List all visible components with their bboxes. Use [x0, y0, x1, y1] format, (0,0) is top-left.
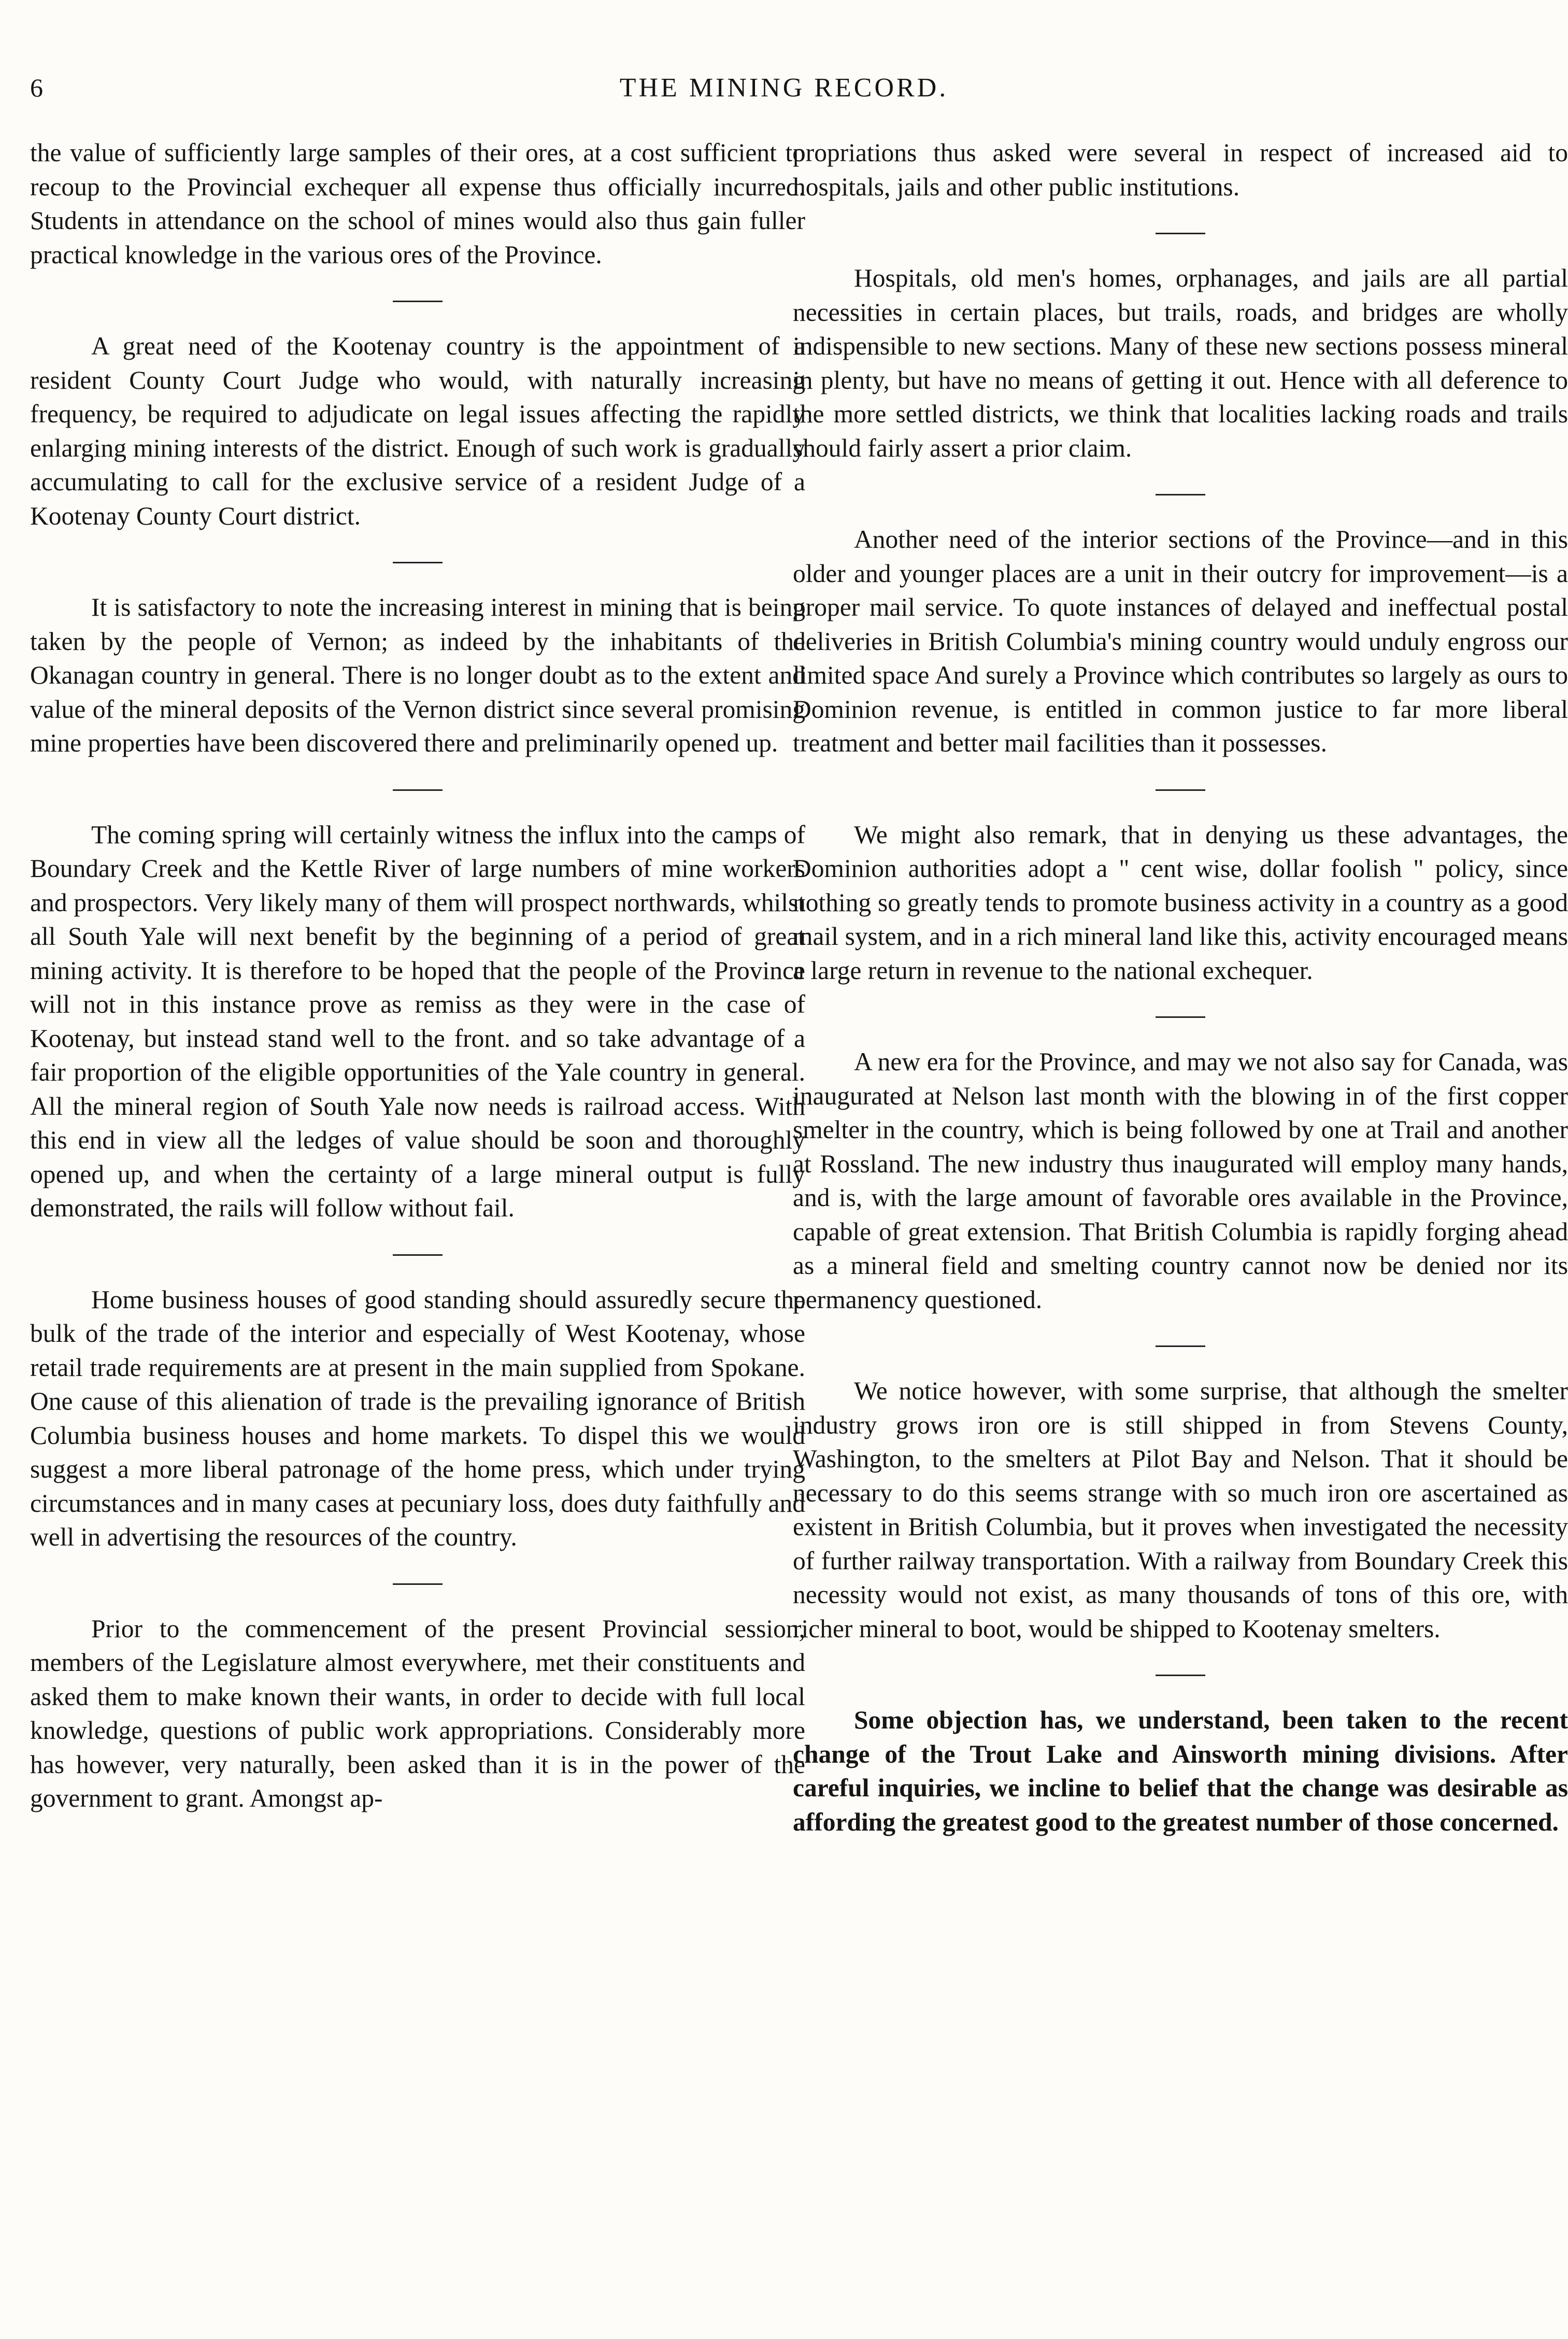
left-column	[30, 136, 805, 1845]
paragraph: propriations thus asked were several in respect of increased aid to hospitals, jails and other public institutions.	[793, 138, 1568, 201]
paragraph: A great need of the Kootenay country is the appointment of a resident County Court Judge who would, with naturally increasing frequency, be required to adjudicate on legal issues affecting the rapidly enlarging mining interests of the district. Enough of such work is gradually accumulating to call for the exclusive service of a resident Judge of a Kootenay County Court district.	[30, 332, 805, 530]
paragraph: Home business houses of good standing should assuredly secure the bulk of the trade of the interior and especially of West Kootenay, whose retail trade requirements are at present in the main supplied from Spokane. One cause of this alienation of trade is the prevailing ignorance of British Columbia business houses and home markets. To dispel this we would suggest a more liberal patronage of the home press, which under trying circumstances and in many cases at pecuniary loss, does duty faithfully and well in advertising the resources of the country.	[30, 1285, 805, 1551]
paragraph: We notice however, with some surprise, that although the smelter industry grows iron ore is still shipped in from Stevens County, Washington, to the smelters at Pilot Bay and Nelson. That it should be necessary to do this seems strange with so much iron ore ascertained as existent in British Columbia, but it proves when investigated the necessity of further railway transportation. With a railway from Boundary Creek this necessity would not exist, as many thousands of tons of this ore, with richer mineral to boot, would be shipped to Kootenay smelters.	[793, 1377, 1568, 1643]
running-title: THE MINING RECORD.	[619, 73, 949, 103]
section-divider	[393, 1583, 443, 1585]
paragraph: Hospitals, old men's homes, orphanages, and jails are all partial necessities in certain places, but trails, roads, and bridges are wholly indispensible to new sections. Many of these new sections possess mineral in plenty, but have no means of getting it out. Hence with all deference to the more settled districts, we think that localities lacking roads and trails should fairly assert a prior claim.	[793, 264, 1568, 462]
page-number: 6	[30, 73, 44, 102]
paragraph: The coming spring will certainly witness the influx into the camps of Boundary Creek and the Kettle River of large numbers of mine workers and prospectors. Very likely many of them will prospect northwards, whilst all South Yale will next benefit by the beginning of a period of great mining activity. It is therefore to be hoped that the people of the Province will not in this instance prove as remiss as they were in the case of Kootenay, but instead stand well to the front. and so take advantage of a fair proportion of the eligible opportunities of the Yale country in general. All the mineral region of South Yale now needs is railroad access. With this end in view all the ledges of value should be soon and thoroughly opened up, and when the certainty of a large mineral output is fully demonstrated, the rails will follow without fail.	[30, 820, 805, 1222]
section-divider	[1156, 1016, 1205, 1018]
section-divider	[393, 562, 443, 563]
paragraph: A new era for the Province, and may we not also say for Canada, was inaugurated at Nelson last month with the blowing in of the first copper smelter in the country, which is being followed by one at Trail and another at Rossland. The new industry thus inaugurated will employ many hands, and is, with the large amount of favorable ores available in the Province, capable of great extension. That British Columbia is rapidly forging ahead as a mineral field and smelting country cannot now be denied nor its permanency questioned.	[793, 1047, 1568, 1314]
paragraph: Some objection has, we understand, been taken to the recent change of the Trout Lake and Ainsworth mining divisions. After careful inquiries, we incline to belief that the change was desirable as affording the greatest good to the greatest number of those concerned.	[793, 1706, 1568, 1836]
paragraph: Another need of the interior sections of the Province—and in this older and younger places are a unit in their outcry for improvement—is a proper mail service. To quote instances of delayed and ineffectual postal deliveries in British Columbia's mining country would unduly engross our limited space And surely a Province which contributes so largely as ours to Dominion revenue, is entitled in common justice to far more liberal treatment and better mail facilities than it possesses.	[793, 525, 1568, 757]
paragraph: the value of sufficiently large samples of their ores, at a cost sufficient to recoup to the Provincial exchequer all expense thus officially incurred. Students in attendance on the school of mines would also thus gain fuller practical knowledge in the various ores of the Province.	[30, 138, 805, 269]
section-divider	[393, 789, 443, 791]
right-column	[793, 136, 1568, 1868]
paragraph: It is satisfactory to note the increasing interest in mining that is being taken by the people of Vernon; as indeed by the inhabitants of the Okanagan country in general. There is no longer doubt as to the extent and value of the mineral deposits of the Vernon district since several promising mine properties have been discovered there and preliminarily opened up.	[30, 593, 805, 757]
paragraph: We might also remark, that in denying us these advantages, the Dominion authorities adopt a " cent wise, dollar foolish " policy, since nothing so greatly tends to promote business activity in a country as a good mail system, and in a rich mineral land like this, activity encouraged means a large return in revenue to the national exchequer.	[793, 820, 1568, 985]
section-divider	[1156, 494, 1205, 495]
section-divider	[393, 1254, 443, 1256]
section-divider	[1156, 789, 1205, 791]
section-divider	[1156, 1675, 1205, 1676]
paragraph: Prior to the commencement of the present Provincial session, members of the Legislature almost everywhere, met their constituents and asked them to make known their wants, in order to decide with full local knowledge, questions of public work appropriations. Considerably more has however, very naturally, been asked than it is in the power of the government to grant. Amongst ap-	[30, 1614, 805, 1812]
section-divider	[1156, 233, 1205, 234]
section-divider	[393, 301, 443, 302]
section-divider	[1156, 1345, 1205, 1347]
page-header	[0, 73, 1568, 114]
